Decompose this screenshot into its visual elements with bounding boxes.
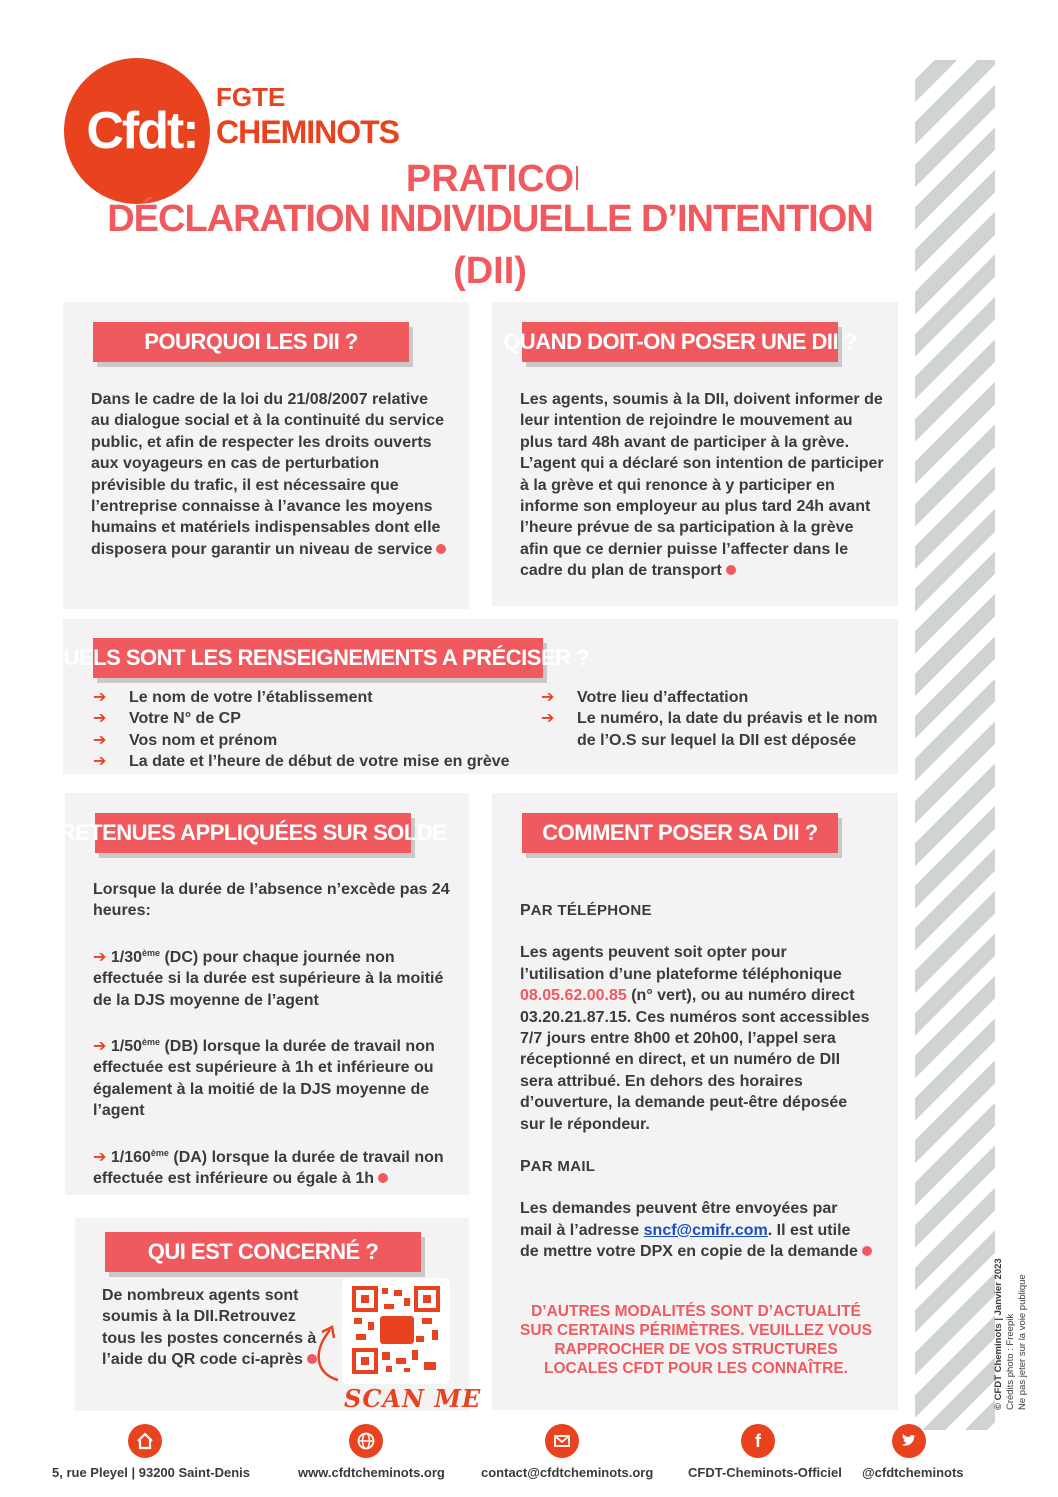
concerne-header: QUI EST CONCERNÉ ?: [105, 1232, 421, 1272]
comment-content: [520, 900, 872, 1263]
retenue-item: ➔ 1/50ème (DB) lorsque la durée de travail non effectuée est supérieure à 1h et inférieure ou également à la moitié de la DJS moyenne de l’agent: [93, 1037, 435, 1120]
pourquoi-text: Dans le cadre de la loi du 21/08/2007 relative au dialogue social et à la continuité du service public, et afin de respecter les droits ouverts aux voyageurs en cas de perturbation prévisible du trafic, il est nécessaire que l’entreprise connaisse à l’avance les moyens humains et matériels indispensables dont elle disposera pour garantir un niveau de service: [91, 389, 451, 560]
concerne-text: De nombreux agents sont soumis à la DII.Retrouvez tous les postes concernés à l’aide du QR code ci-après: [102, 1287, 317, 1369]
qr-code-icon: [342, 1278, 450, 1384]
page-subtitle: (DII): [453, 250, 527, 292]
logo-cheminots: CHEMINOTS: [216, 114, 399, 150]
page-title: DÉCLARATION INDIVIDUELLE D’INTENTION: [107, 198, 873, 240]
retenue-item: ➔ 1/160ème (DA) lorsque la durée de travail non effectuée est inférieure ou égale à 1h: [93, 1147, 444, 1188]
bullet-dot: [378, 1173, 388, 1183]
twitter-icon[interactable]: [892, 1424, 926, 1458]
retenue-item: ➔ 1/30ème (DC) pour chaque journée non effectuée si la durée est supérieure à la moitié de la DJS moyenne de l’agent: [93, 947, 444, 1009]
bullet-dot: [726, 565, 736, 575]
cfdt-logo: Cfdt:: [64, 58, 210, 204]
list-item: ➔ Votre lieu d’affectation: [541, 689, 749, 706]
home-icon[interactable]: [128, 1424, 162, 1458]
footer-facebook[interactable]: CFDT-Cheminots-Officiel: [688, 1465, 842, 1480]
scan-me-label: SCAN ME: [344, 1384, 482, 1413]
retenues-content: [93, 879, 453, 1189]
pourquoi-header: POURQUOI LES DII ?: [93, 322, 409, 362]
footer-address: 5, rue Pleyel | 93200 Saint-Denis: [52, 1465, 251, 1480]
qr-code[interactable]: [342, 1278, 450, 1384]
title-pratico: PRATICO: [405, 158, 575, 200]
title-bar: [576, 166, 578, 190]
footer-website[interactable]: www.cfdtcheminots.org: [298, 1465, 445, 1480]
bullet-dot: [862, 1246, 872, 1256]
list-item: ➔ La date et l’heure de début de votre mise en grève: [93, 753, 510, 771]
facebook-icon[interactable]: f: [741, 1424, 775, 1458]
footer-email[interactable]: contact@cfdtcheminots.org: [481, 1465, 654, 1480]
renseignements-right-list: [541, 687, 881, 751]
tel-text: Les agents peuvent soit opter pour l’utilisation d’une plateforme téléphonique 08.05.62.00.85 (n° vert), ou au numéro direct 03.20.21.87.15. Ces numéros sont accessibles 7/7 jours entre 8h00 et 20h00, l’appel sera réceptionné en direct, et un numéro de DII sera attribué. En dehors des horaires d’ouverture, la demande peut-être déposée sur le répondeur.: [520, 944, 870, 1133]
globe-icon[interactable]: [349, 1424, 383, 1458]
retenues-intro: Lorsque la durée de l’absence n’excède pas 24 heures:: [93, 881, 450, 920]
renseignements-left-list: [93, 687, 543, 773]
logo-fgte: FGTE: [216, 82, 286, 112]
list-item: ➔ Votre N° de CP: [93, 710, 241, 728]
notice-text: D’AUTRES MODALITÉS SONT D’ACTUALITÉ SUR CERTAINS PÉRIMÈTRES. VEUILLEZ VOUS RAPPROCHER DE VOS STRUCTURES LOCALES CFDT POUR LES CONNAÎTRE.: [520, 1303, 872, 1377]
mail-text: Les demandes peuvent être envoyées par mail à l’adresse sncf@cmifr.com. Il est utile de mettre votre DPX en copie de la demande: [520, 1198, 872, 1262]
quand-header: QUAND DOIT-ON POSER UNE DII ?: [522, 322, 838, 362]
renseignements-header: QUELS SONT LES RENSEIGNEMENTS A PRÉCISER ?: [93, 638, 543, 678]
list-item: ➔ Vos nom et prénom: [93, 731, 278, 749]
envelope-icon[interactable]: [545, 1424, 579, 1458]
footer-twitter[interactable]: @cfdtcheminots: [862, 1465, 964, 1480]
tel-number: 08.05.62.00.85: [520, 987, 627, 1005]
mail-title: PAR MAIL: [520, 1158, 596, 1176]
bullet-dot: [436, 544, 446, 554]
curved-arrow-icon: [308, 1322, 348, 1384]
retenues-header: RETENUES APPLIQUÉES SUR SOLDE: [95, 813, 411, 853]
credits: © CFDT Cheminots | Janvier 2023 Crédits photo : Freepik Ne pas jeter sur la voie publique: [993, 1258, 1028, 1410]
comment-header: COMMENT POSER SA DII ?: [522, 813, 838, 853]
list-item: ➔ Le nom de votre l’établissement: [93, 689, 373, 706]
mail-link[interactable]: sncf@cmifr.com: [643, 1221, 768, 1239]
list-item: ➔ Le numéro, la date du préavis et le nom de l’O.S sur lequel la DII est déposée: [541, 710, 878, 749]
quand-text: Les agents, soumis à la DII, doivent informer de leur intention de rejoindre le mouvement au plus tard 48h avant de participer à la grève. L’agent qui a déclaré son intention de participer à la grève et qui renonce à y participer en informe son employeur au plus tard 24h avant l’heure prévue de sa participation à la grève afin que ce dernier puisse l’affecter dans le cadre du plan de transport: [520, 391, 884, 580]
tel-title: PAR TÉLÉPHONE: [520, 902, 652, 919]
